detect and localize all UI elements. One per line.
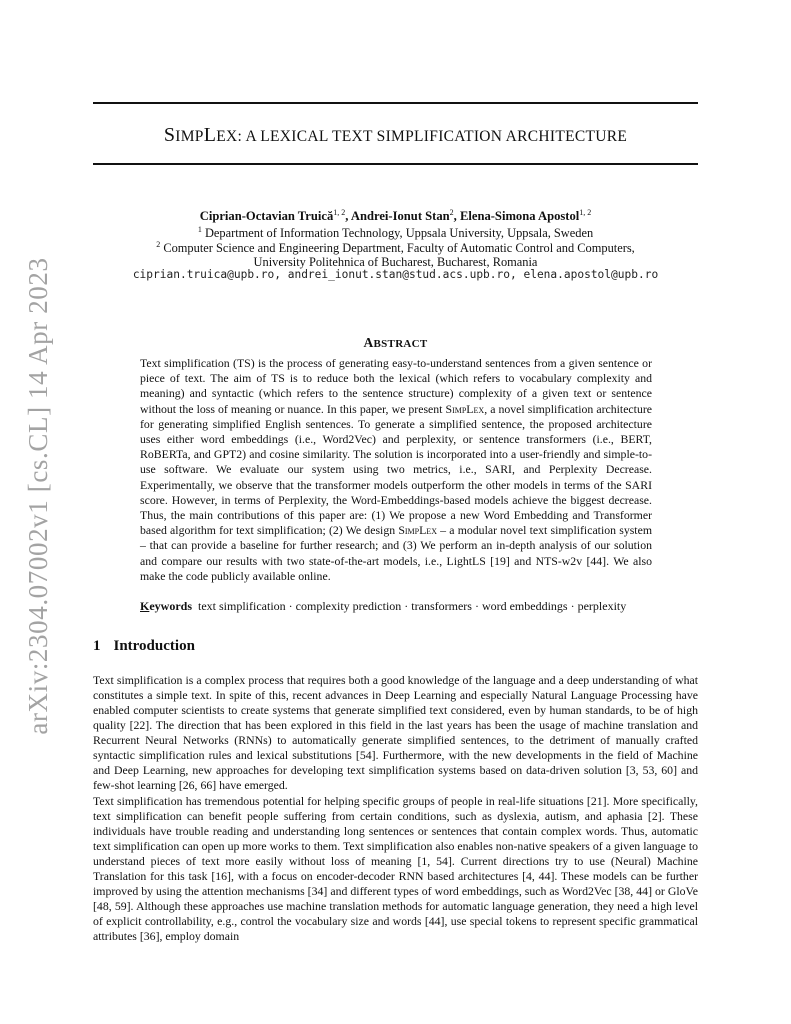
author-name: Andrei-Ionut Stan <box>350 209 450 224</box>
keywords-text: text simplification · complexity prediction · transformers · word embeddings · perplexity <box>198 599 627 613</box>
abstract-text <box>140 356 652 584</box>
keywords-label-initial: K <box>140 599 150 613</box>
title-part: S <box>163 124 176 146</box>
affiliation-number: 1 <box>197 225 202 234</box>
affiliation-number: 2 <box>156 240 161 249</box>
keywords-label <box>140 599 192 613</box>
title-part: EX <box>216 128 238 145</box>
section-heading <box>93 638 195 655</box>
abstract-segment: Text simplification (TS) is the process of generating easy-to-understand sentences from a given sentence or piece of text. The aim of TS is to reduce both the lexical (which refers to vocabulary complexity and meaning) and syntactic (which refers to the sentence structure) complexity of a given text or sentence without the loss of meaning or nuance. In this paper, we present <box>140 356 652 416</box>
title-part: : A LEXICAL TEXT SIMPLIFICATION ARCHITECTURE <box>237 128 628 145</box>
author-name: Elena-Simona Apostol <box>459 209 580 224</box>
abstract-segment: – a modular novel text simplification system – that can provide a baseline for further research; and (3) We perform an in-depth analysis of our solution and compare our results with two state-of-the-art models, i.e., LightLS [19] and NTS-w2v [44]. We also make the code publicly available online. <box>140 523 652 583</box>
author-name: Ciprian-Octavian Truică <box>199 209 334 224</box>
abstract-heading <box>93 335 698 351</box>
system-name: SimpLex <box>398 523 437 538</box>
keywords-line <box>140 599 680 614</box>
keywords-label-rest: eywords <box>149 599 193 613</box>
affiliation-text: Department of Information Technology, Uppsala University, Uppsala, Sweden <box>204 226 594 241</box>
abstract-heading-part: BSTRACT <box>373 338 428 350</box>
arxiv-identifier-stamp: arXiv:2304.07002v1 [cs.CL] 14 Apr 2023 <box>23 257 53 735</box>
title-bottom-rule <box>93 163 698 165</box>
affiliation-text: University Politehnica of Bucharest, Bucharest, Romania <box>253 255 538 269</box>
paper-title <box>93 124 698 147</box>
affiliation-line <box>93 240 698 256</box>
section-number: 1 <box>93 638 101 654</box>
body-paragraph: Text simplification is a complex process that requires both a good knowledge of the language and a deep understanding of what constitutes a simple text. In spite of this, recent advances in Deep Learning and especially Natural Language Processing have enabled computer scientists to create systems that generate simplified text considered, even by human standards, to be of high quality [22]. The direction that has been explored in this field in the last years has been the usage of machine translation and Recurrent Neural Networks (RNNs) to automatically generate simplified sentences, to the detriment of manually crafted syntactic simplification rules and lexical substitutions [54]. Furthermore, with the new developments in the field of Machine and Deep Learning, new approaches for developing text simplification systems based on data-driven solution [3, 53, 60] and few-shot learning [26, 66] have emerged. <box>93 673 698 792</box>
affiliation-text: Computer Science and Engineering Department, Faculty of Automatic Control and Computers, <box>163 241 635 256</box>
system-name: SimpLex <box>445 401 485 416</box>
author-affiliation-mark: 1, 2 <box>579 208 592 217</box>
abstract-heading-part: A <box>363 335 374 350</box>
affiliation-line <box>93 225 698 241</box>
title-top-rule <box>93 102 698 104</box>
author-affiliation-mark: 2 <box>449 208 454 217</box>
author-affiliation-mark: 1, 2 <box>333 208 346 217</box>
section-title: Introduction <box>113 638 195 654</box>
author-emails: ciprian.truica@upb.ro, andrei_ionut.stan@stud.acs.upb.ro, elena.apostol@upb.ro <box>132 268 659 281</box>
body-paragraph: Text simplification has tremendous potential for helping specific groups of people in real-life situations [21]. More specifically, text simplification can benefit people suffering from certain conditions, such as dyslexia, autism, and aphasia [2]. These individuals have trouble reading and understanding long sentences or sentences that contain complex words. Thus, automatic text simplification can open up more works to them. Text simplification also enables non-native speakers of a given language to understand pieces of text more easily without loss of meaning [1, 54]. Current directions try to use (Neural) Machine Translation for this task [16], with a focus on encoder-decoder RNN based architectures [4, 44]. These models can be further improved by using the attention mechanisms [34] and different types of word embeddings, such as Word2Vec [38, 44] or GloVe [48, 59]. Although these approaches use machine translation methods for automatic language generation, they need a high level of explicit controllability, e.g., control the vocabulary size and words [44], use special tokens to represent specific grammatical attributes [36], employ domain <box>93 794 698 943</box>
abstract-segment: , a novel simplification architecture for generating simplified English sentences. To generate a simplified sentence, the proposed architecture uses either word embeddings (i.e., Word2Vec) and perplexity, or sentence transformers (i.e., BERT, RoBERTa, and GPT2) and cosine similarity. The solution is incorporated into a user-friendly and simple-to-use software. We evaluate our system using two metrics, i.e., SARI, and Perplexity Decrease. Experimentally, we observe that the transformer models outperform the other models in terms of the SARI score. However, in terms of Perplexity, the Word-Embeddings-based models achieve the biggest decrease. Thus, the main contributions of this paper are: (1) We propose a new Word Embedding and Transformer based algorithm for text simplification; (2) We design <box>140 401 653 538</box>
title-part: L <box>203 124 217 146</box>
author-list: Ciprian-Octavian Truică$^{1, 2}$, Andrei-Ionut Stan$^2$, Elena-Simona Apostol$^{1, 2}$ <box>199 208 592 224</box>
title-part: IMP <box>175 128 204 145</box>
